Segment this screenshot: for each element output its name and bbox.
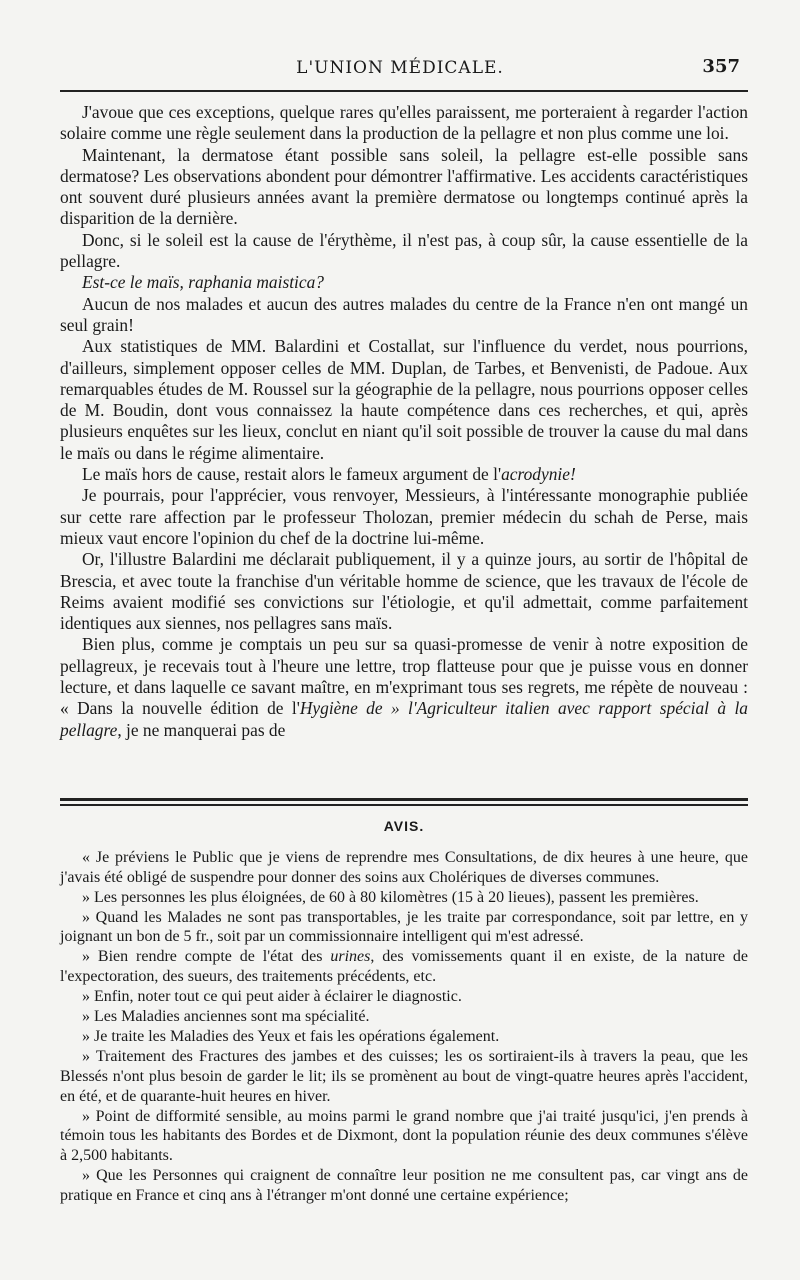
paragraph	[60, 634, 748, 740]
notice-paragraph: « Je préviens le Public que je viens de reprendre mes Consultations, de dix heures à une heure, que j'avais été obligé de suspendre pour donner des soins aux Cholériques de diverses communes.	[60, 849, 748, 886]
paragraph: Je pourrais, pour l'apprécier, vous renvoyer, Messieurs, à l'intéressante monographie publiée sur cette rare affection par le professeur Tholozan, premier médecin du schah de Perse, mais mieux vaut encore l'opinion du chef de la doctrine lui-même.	[60, 485, 748, 548]
text-run: , des vomissements quant il en existe, de la nature de l'expectoration, des sueurs, des traitements précédents, etc.	[60, 948, 749, 986]
notice-body	[60, 848, 748, 1206]
italic-text: Est-ce le maïs, raphania maistica?	[82, 272, 324, 293]
notice-paragraph: » Traitement des Fractures des jambes et des cuisses; les os sortiraient-ils à travers la peau, que les Blessés n'ont plus besoin de garder le lit; ils se promènent au bout de vingt-quatre heures après l'accident, en été, et de quarante-huit heures en hiver.	[60, 1048, 748, 1105]
section-rule-thick	[60, 798, 748, 801]
text-run: , je ne manquerai pas de	[117, 719, 286, 740]
notice-paragraph: » Point de difformité sensible, au moins parmi le grand nombre que j'ai traité jusqu'ici, j'en prends à témoin tous les habitants des Bordes et de Dixmont, dont la population réunie des deux communes s'élève à 2,500 habitants.	[60, 1107, 748, 1164]
text-run: » Bien rendre compte de l'état des	[82, 948, 331, 966]
italic-text: urines	[330, 948, 371, 966]
paragraph: Donc, si le soleil est la cause de l'érythème, il n'est pas, à coup sûr, la cause essentielle de la pellagre.	[60, 229, 748, 272]
section-rule-thin	[60, 804, 748, 806]
journal-title: L'UNION MÉDICALE.	[296, 58, 504, 78]
paragraph: Aucun de nos malades et aucun des autres malades du centre de la France n'en ont mangé un seul grain!	[60, 293, 748, 335]
paragraph	[60, 464, 748, 485]
page-number: 357	[702, 56, 740, 77]
paragraph-italic-question	[60, 272, 748, 293]
paragraph: Maintenant, la dermatose étant possible sans soleil, la pellagre est-elle possible sans dermatose? Les observations abondent pour démontrer l'affirmative. Les accidents caractéristiques ont souvent duré plusieurs années avant la première dermatose ou longtemps continué après la disparition de la dernière.	[60, 144, 748, 229]
notice-paragraph	[60, 947, 748, 986]
notice-paragraph: » Quand les Malades ne sont pas transportables, je les traite par correspondance, soit par lettre, en y joignant un bon de 5 fr., soit par un commissionnaire intelligent qui m'est adressé.	[60, 908, 748, 946]
text-run: Le maïs hors de cause, restait alors le fameux argument de l'	[82, 464, 502, 485]
paragraph: Aux statistiques de MM. Balardini et Costallat, sur l'influence du verdet, nous pourrions, d'ailleurs, simplement opposer celles de MM. Duplan, de Tarbes, et Benvenisti, de Padoue. Aux remarquables études de M. Roussel sur la géographie de la pellagre, nous pourrions opposer celles de M. Boudin, dont vous connaissez la haute compétence dans ces recherches, et qui, après plusieurs enquêtes sur les lieux, conclut en niant qu'il soit possible de trouver la cause du mal dans le maïs ou dans le régime alimentaire.	[60, 336, 748, 463]
article-body	[60, 102, 748, 741]
notice-paragraph: » Les personnes les plus éloignées, de 60 à 80 kilomètres (15 à 20 lieues), passent les premières.	[82, 888, 699, 906]
notice-paragraph: » Enfin, noter tout ce qui peut aider à éclairer le diagnostic.	[82, 988, 462, 1006]
header-rule	[60, 90, 748, 92]
running-header	[60, 56, 740, 86]
paragraph: Or, l'illustre Balardini me déclarait publiquement, il y a quinze jours, au sortir de l'hôpital de Brescia, et avec toute la franchise d'un véritable homme de science, que les travaux de l'école de Reims avaient modifié ses convictions sur l'étiologie, et qu'il admettait, comme parfaitement identiques aux siennes, nos pellagres sans maïs.	[60, 549, 748, 634]
notice-title: AVIS.	[383, 818, 425, 834]
paragraph: J'avoue que ces exceptions, quelque rares qu'elles paraissent, me porteraient à regarder l'action solaire comme une règle seulement dans la production de la pellagre et non plus comme une loi.	[60, 102, 748, 144]
italic-text: Hygiène de » l'Agriculteur italien avec rapport spécial à la pellagre	[60, 698, 748, 740]
text-run: Bien plus, comme je comptais un peu sur sa quasi-promesse de venir à notre exposition de pellagreux, je recevais tout à l'heure une lettre, trop flatteuse pour que je puisse vous en donner lecture, et dans laquelle ce savant maître, en m'exprimant tous ses regrets, me répète de nouveau : « Dans la nouvelle édition de l'	[60, 634, 748, 719]
italic-text: acrodynie!	[501, 464, 576, 485]
notice-paragraph: » Je traite les Maladies des Yeux et fais les opérations également.	[82, 1028, 500, 1046]
notice-paragraph: » Que les Personnes qui craignent de connaître leur position ne me consultent pas, car vingt ans de pratique en France et cinq ans à l'étranger m'ont donné une certaine expérience;	[60, 1167, 748, 1204]
notice-paragraph: » Les Maladies anciennes sont ma spécialité.	[82, 1008, 370, 1026]
